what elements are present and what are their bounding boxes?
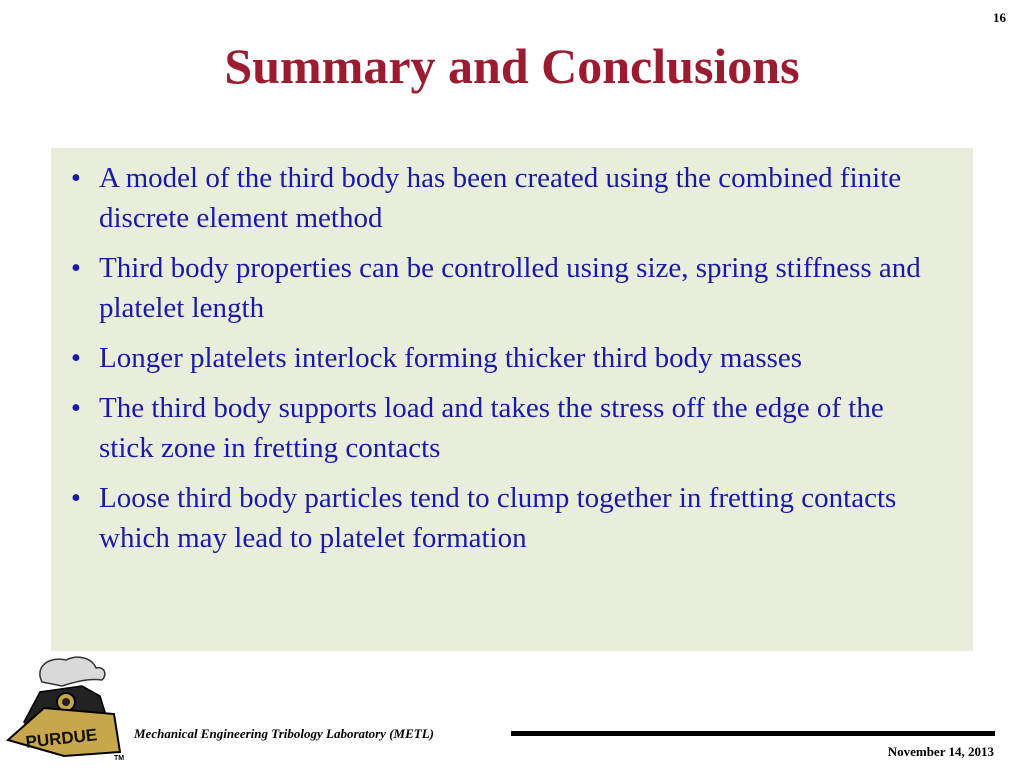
bullet-text: A model of the third body has been created using the combined finite discrete element method (99, 162, 902, 234)
bullet-icon: • (70, 252, 82, 284)
bullet-text: Longer platelets interlock forming thicker third body masses (99, 342, 803, 374)
footer-lab-name: Mechanical Engineering Tribology Laboratory (METL) (134, 726, 434, 741)
content-box (51, 148, 973, 651)
bullet-item (61, 158, 943, 238)
bullet-icon: • (70, 392, 82, 424)
bullet-list (61, 158, 943, 558)
footer-date: November 14, 2013 (887, 744, 994, 759)
bullet-item (61, 338, 943, 378)
bullet-icon: • (70, 482, 82, 514)
logo-wordmark: PURDUE (24, 725, 99, 752)
bullet-item (61, 248, 943, 328)
logo-trademark: TM (114, 755, 125, 762)
footer-divider (511, 731, 995, 736)
slide-number: 16 (993, 10, 1006, 25)
bullet-text: The third body supports load and takes the stress off the edge of the stick zone in fretting contacts (99, 392, 884, 464)
slide-title: Summary and Conclusions (224, 38, 800, 94)
bullet-icon: • (70, 162, 82, 194)
bullet-text: Loose third body particles tend to clump together in fretting contacts which may lead to platelet formation (99, 482, 897, 554)
bullet-item (61, 388, 943, 468)
purdue-train-logo-icon (4, 652, 128, 762)
bullet-icon: • (70, 342, 82, 374)
bullet-text: Third body properties can be controlled using size, spring stiffness and platelet length (99, 252, 921, 324)
bullet-item (61, 478, 943, 558)
